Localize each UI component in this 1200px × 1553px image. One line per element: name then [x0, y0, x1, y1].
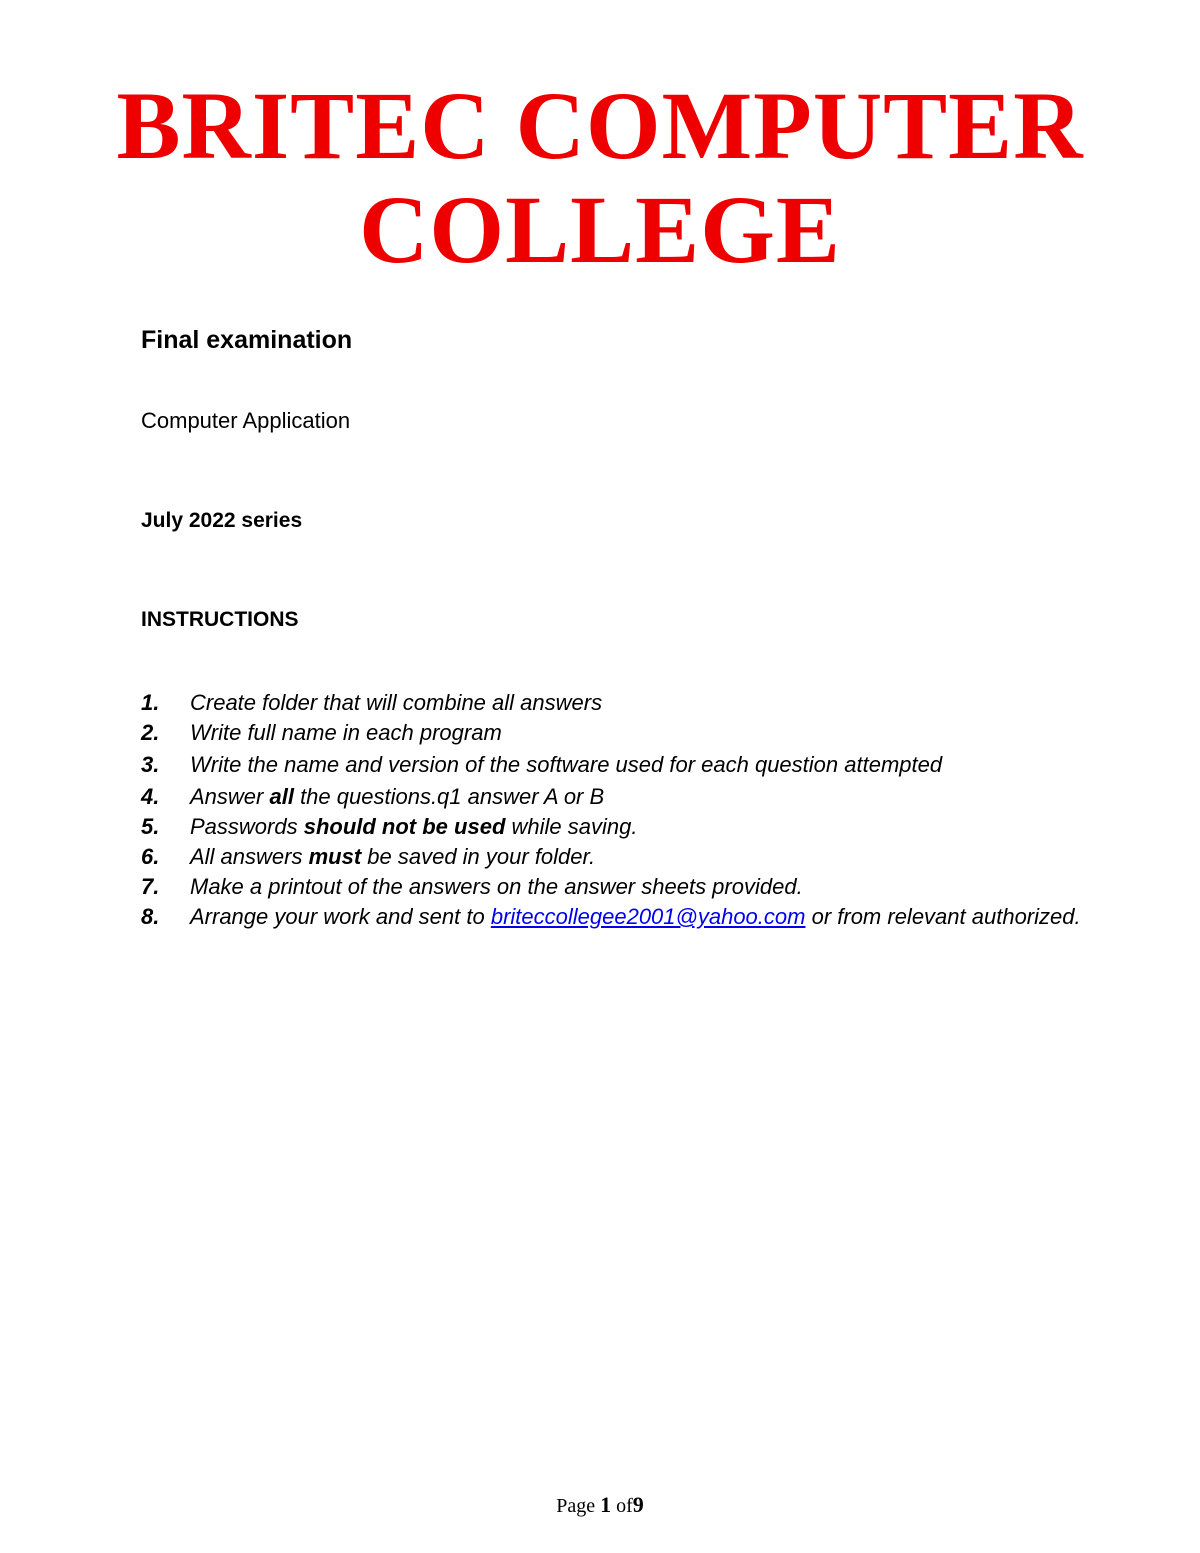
instruction-number: 8.	[141, 904, 160, 929]
instruction-item	[141, 902, 1101, 932]
instruction-item	[141, 842, 1101, 872]
instruction-text-bold: all	[269, 784, 294, 809]
instruction-text: Create folder that will combine all answers	[190, 690, 603, 715]
instruction-number: 7.	[141, 874, 160, 899]
instruction-text: Write full name in each program	[190, 720, 502, 745]
footer-of-word: of	[616, 1495, 633, 1517]
instruction-item	[141, 782, 1101, 812]
instruction-text-post: while saving.	[505, 814, 638, 839]
instruction-number: 6.	[141, 844, 160, 869]
instruction-number: 2.	[141, 720, 160, 745]
instruction-text-pre: Answer	[190, 784, 270, 809]
instruction-item	[141, 748, 1101, 782]
instruction-text-pre: All answers	[190, 844, 309, 869]
page-footer	[0, 1492, 1200, 1518]
instructions-list	[141, 688, 1101, 932]
instruction-text-post: be saved in your folder.	[361, 844, 596, 869]
instruction-text: Make a printout of the answers on the answer sheets provided.	[190, 874, 803, 899]
footer-current-page: 1	[600, 1492, 612, 1517]
instruction-text-bold: should not be used	[303, 814, 506, 839]
college-title-line2: COLLEGE	[359, 176, 841, 283]
exam-series: July 2022 series	[141, 509, 303, 532]
instruction-item	[141, 718, 1101, 748]
exam-type-heading: Final examination	[141, 326, 353, 354]
instruction-text-pre: Arrange your work and sent to	[190, 904, 491, 929]
instruction-number: 3.	[141, 752, 160, 777]
footer-page-word: Page	[556, 1495, 596, 1517]
instruction-text-post: or from relevant authorized.	[805, 904, 1081, 929]
instruction-item	[141, 872, 1101, 902]
instruction-text-pre: Passwords	[190, 814, 304, 839]
instruction-item	[141, 688, 1101, 718]
instruction-number: 4.	[141, 784, 160, 809]
instruction-text-bold: must	[308, 844, 362, 869]
instruction-item	[141, 812, 1101, 842]
footer-total-pages: 9	[632, 1492, 644, 1517]
instruction-text: Write the name and version of the software used for each question attempted	[190, 752, 943, 777]
instruction-text-post: the questions.q1 answer A or B	[293, 784, 605, 809]
instruction-number: 1.	[141, 690, 160, 715]
email-link[interactable]: briteccollegee2001@yahoo.com	[490, 904, 806, 929]
college-title-line1: BRITEC COMPUTER	[116, 72, 1084, 179]
instruction-number: 5.	[141, 814, 160, 839]
exam-subject: Computer Application	[141, 408, 351, 433]
instructions-heading: INSTRUCTIONS	[141, 608, 299, 631]
